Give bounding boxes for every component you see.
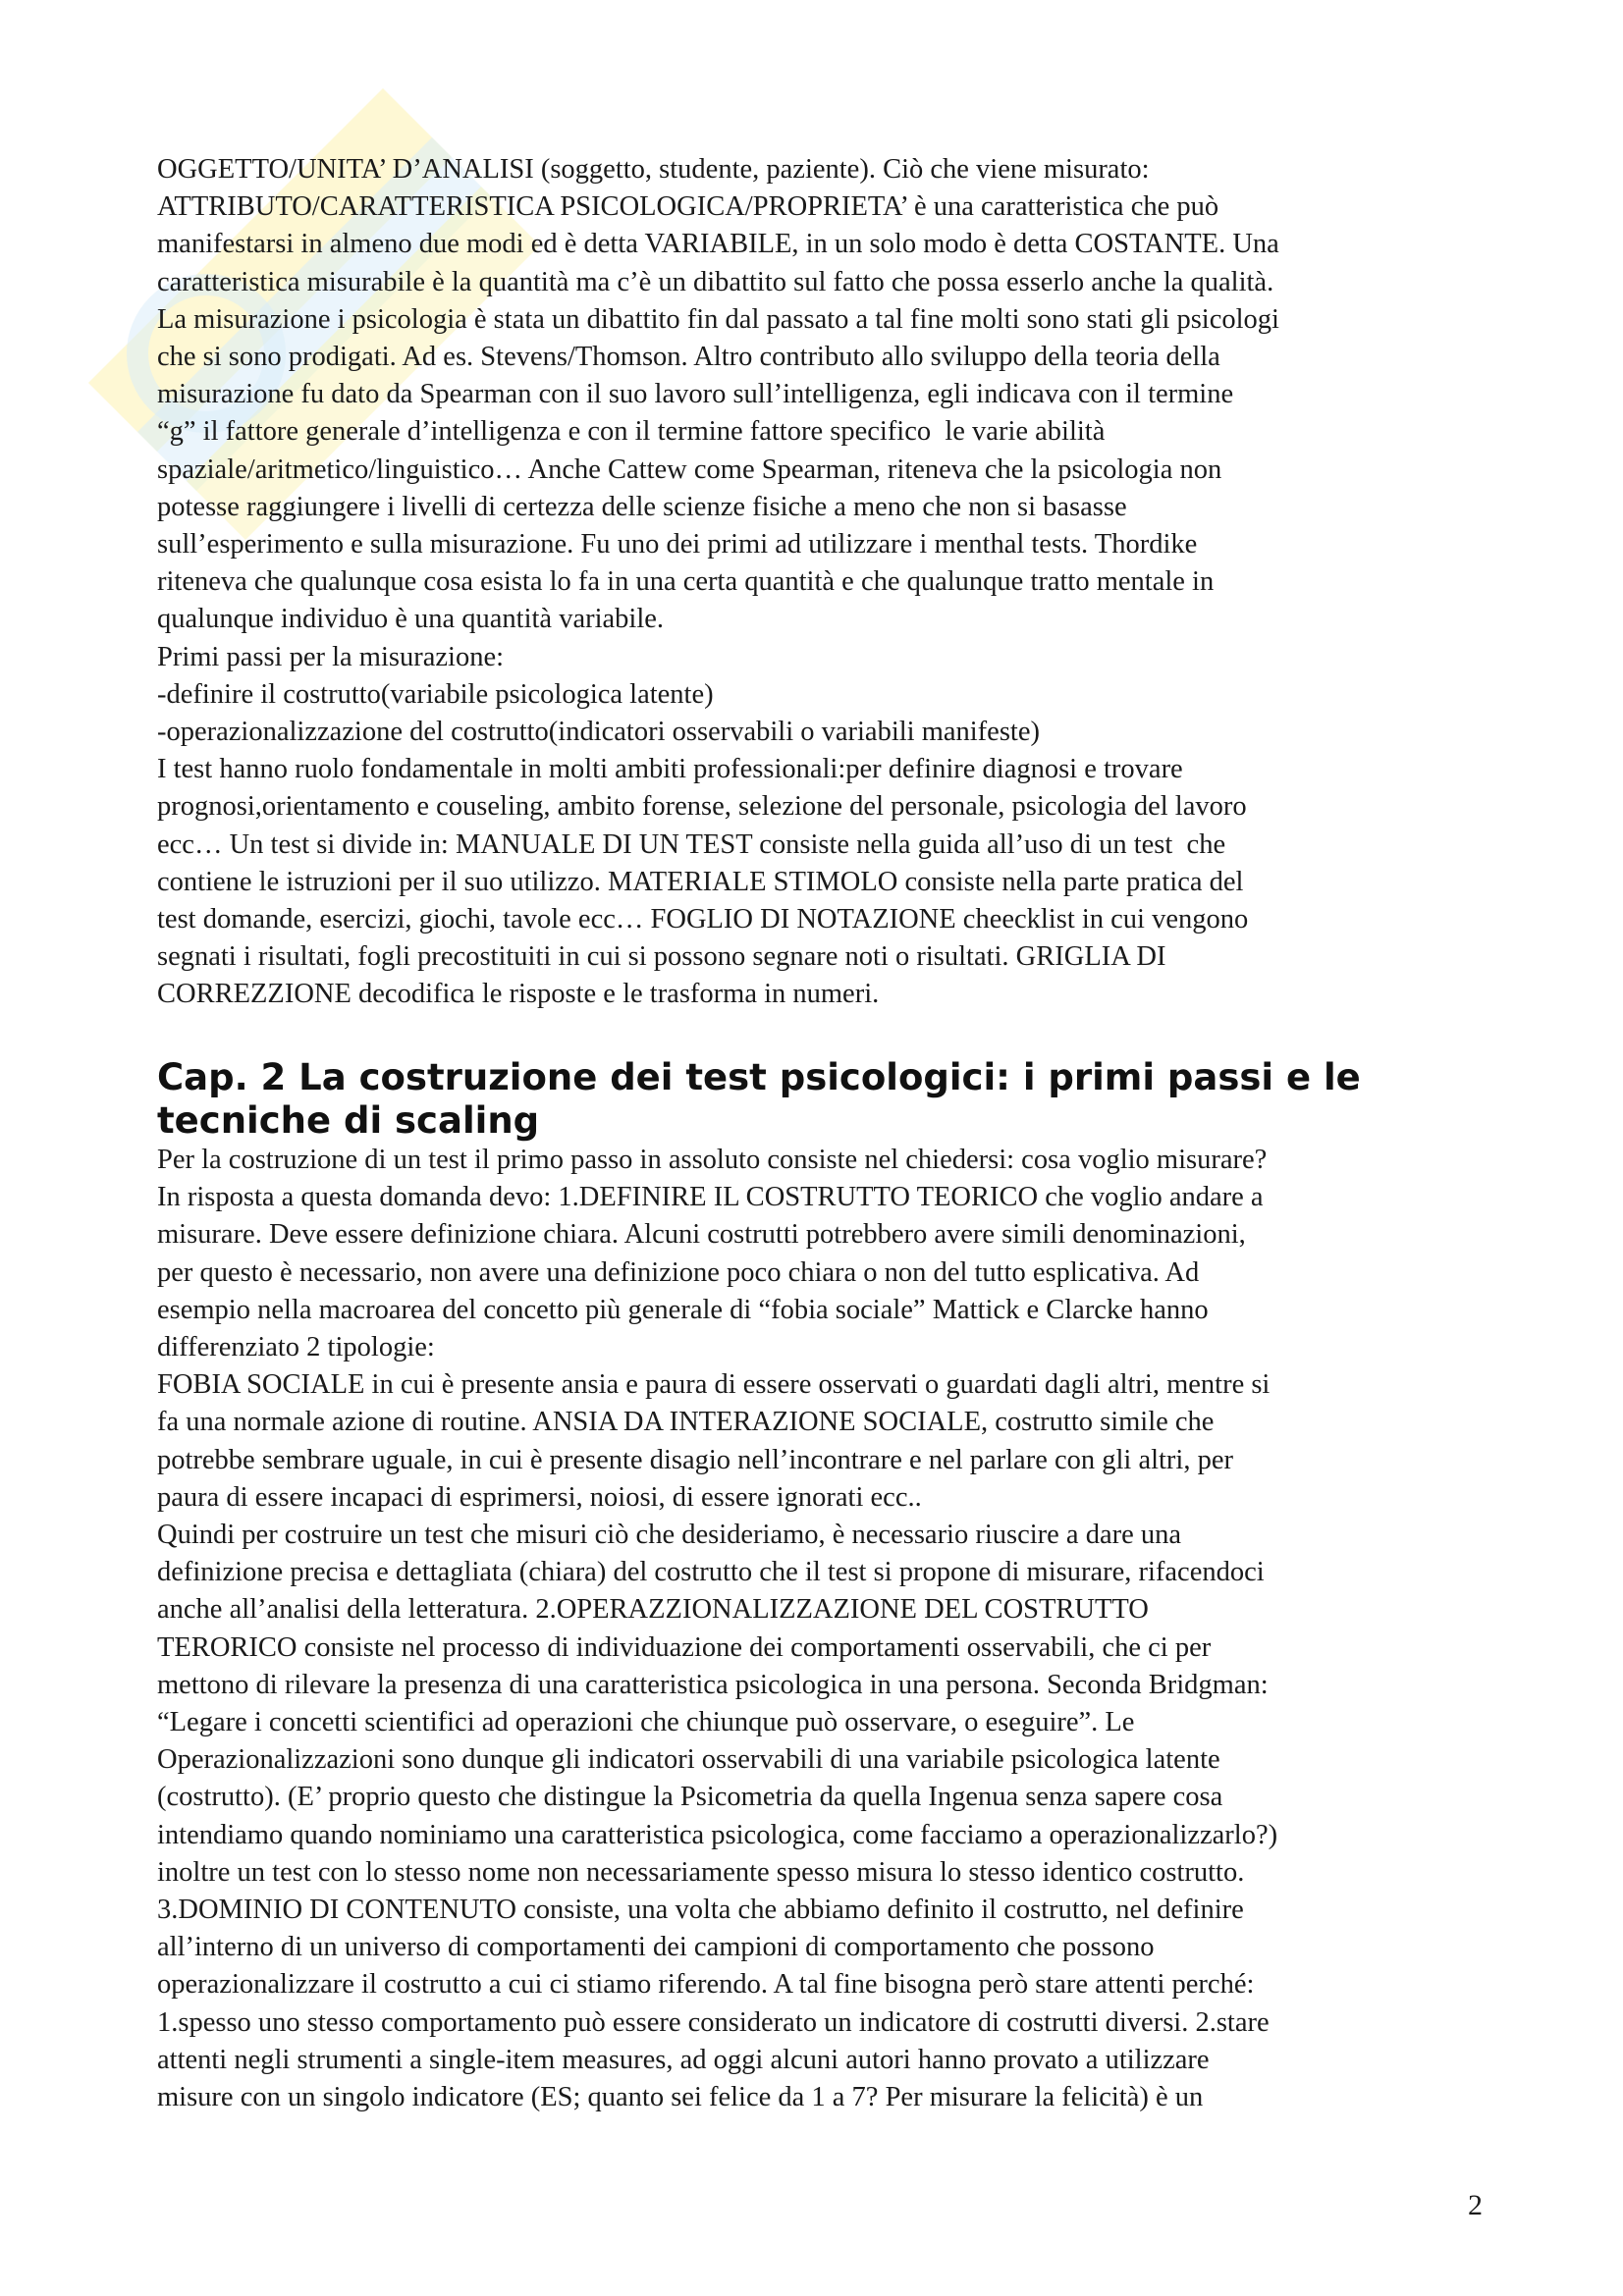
text-line: operazionalizzare il costrutto a cui ci stiamo riferendo. A tal fine bisogna però stare attenti perché: — [157, 1969, 1255, 2001]
text-line: esempio nella macroarea del concetto più generale di “fobia sociale” Mattick e Clarcke hanno — [157, 1294, 1209, 1325]
text-line: potrebbe sembrare uguale, in cui è presente disagio nell’incontrare e nel parlare con gli altri, per — [157, 1444, 1233, 1475]
text-line: contiene le istruzioni per il suo utilizzo. MATERIALE STIMOLO consiste nella parte pratica del — [157, 866, 1244, 897]
text-line: misure con un singolo indicatore (ES; quanto sei felice da 1 a 7? Per misurare la felicità) è un — [157, 2082, 1204, 2112]
text-line: definizione precisa e dettagliata (chiara) del costrutto che il test si propone di misurare, rifacendoci — [157, 1557, 1265, 1588]
text-line: Per la costruzione di un test il primo passo in assoluto consiste nel chiedersi: cosa voglio misurare? — [157, 1145, 1268, 1175]
text-line: La misurazione i psicologia è stata un dibattito fin dal passato a tal fine molti sono stati gli psicologi — [157, 303, 1279, 335]
text-line: Primi passi per la misurazione: — [157, 641, 505, 672]
text-line: caratteristica misurabile è la quantità ma c’è un dibattito sul fatto che possa esserlo anche la qualità. — [157, 266, 1274, 297]
text-line: anche all’analisi della letteratura. 2.OPERAZZIONALIZZAZIONE DEL COSTRUTTO — [157, 1594, 1149, 1626]
text-line: misurazione fu dato da Spearman con il suo lavoro sull’intelligenza, egli indicava con il termine — [157, 379, 1234, 410]
text-line: OGGETTO/UNITA’ D’ANALISI (soggetto, studente, paziente). Ciò che viene misurato: — [157, 154, 1150, 185]
text-line: I test hanno ruolo fondamentale in molti ambiti professionali:per definire diagnosi e trovare — [157, 754, 1183, 785]
text-line: -operazionalizzazione del costrutto(indicatori osservabili o variabili manifeste) — [157, 717, 1040, 747]
text-line: potesse raggiungere i livelli di certezza delle scienze fisiche a meno che non si basasse — [157, 491, 1127, 522]
text-line: fa una normale azione di routine. ANSIA DA INTERAZIONE SOCIALE, costrutto simile che — [157, 1407, 1215, 1438]
text-line: -definire il costrutto(variabile psicologica latente) — [157, 678, 714, 710]
text-line: TERORICO consiste nel processo di individuazione dei comportamenti osservabili, che ci per — [157, 1631, 1212, 1663]
text-line: ecc… Un test si divide in: MANUALE DI UN TEST consiste nella guida all’uso di un test che — [157, 828, 1226, 860]
text-line: differenziato 2 tipologie: — [157, 1332, 435, 1362]
text-line: qualunque individuo è una quantità variabile. — [157, 604, 665, 635]
page-number: 2 — [1468, 2189, 1483, 2221]
text-line: Quindi per costruire un test che misuri ciò che desideriamo, è necessario riuscire a dare una — [157, 1520, 1182, 1550]
text-line: mettono di rilevare la presenza di una caratteristica psicologica in una persona. Seconda Bridgman: — [157, 1669, 1269, 1700]
text-line: 3.DOMINIO DI CONTENUTO consiste, una volta che abbiamo definito il costrutto, nel definire — [157, 1895, 1244, 1925]
text-line: segnati i risultati, fogli precostituiti in cui si possono segnare noti o risultati. GRIGLIA DI — [157, 941, 1166, 973]
text-line: test domande, esercizi, giochi, tavole ecc… FOGLIO DI NOTAZIONE cheecklist in cui vengono — [157, 904, 1249, 934]
text-line: “Legare i concetti scientifici ad operazioni che chiunque può osservare, o eseguire”. Le — [157, 1707, 1135, 1737]
text-line: Operazionalizzazioni sono dunque gli indicatori osservabili di una variabile psicologica latente — [157, 1744, 1220, 1776]
text-line: paura di essere incapaci di esprimersi, noiosi, di essere ignorati ecc.. — [157, 1481, 922, 1513]
text-line: sull’esperimento e sulla misurazione. Fu uno dei primi ad utilizzare i menthal tests. Thordike — [157, 529, 1198, 560]
heading-line: Cap. 2 La costruzione dei test psicologici: i primi passi e le — [157, 1056, 1361, 1098]
text-line: manifestarsi in almeno due modi ed è detta VARIABILE, in un solo modo è detta COSTANTE. Una — [157, 229, 1279, 260]
text-line: In risposta a questa domanda devo: 1.DEFINIRE IL COSTRUTTO TEORICO che voglio andare a — [157, 1182, 1264, 1213]
text-line: spaziale/aritmetico/linguistico… Anche Cattew come Spearman, riteneva che la psicologia non — [157, 454, 1222, 485]
text-line: per questo è necessario, non avere una definizione poco chiara o non del tutto esplicativa. Ad — [157, 1256, 1200, 1288]
text-line: riteneva che qualunque cosa esista lo fa in una certa quantità e che qualunque tratto mentale in — [157, 566, 1215, 598]
text-line: inoltre un test con lo stesso nome non necessariamente spesso misura lo stesso identico costrutto. — [157, 1856, 1245, 1888]
text-line: prognosi,orientamento e couseling, ambito forense, selezione del personale, psicologia del lavoro — [157, 791, 1247, 823]
text-line: all’interno di un universo di comportamenti dei campioni di comportamento che possono — [157, 1932, 1155, 1963]
text-line: (costrutto). (E’ proprio questo che distingue la Psicometria da quella Ingenua senza sapere cosa — [157, 1782, 1223, 1813]
text-line: attenti negli strumenti a single-item measures, ad oggi alcuni autori hanno provato a utilizzare — [157, 2044, 1210, 2075]
text-line: misurare. Deve essere definizione chiara. Alcuni costrutti potrebbero avere simili denominazioni, — [157, 1219, 1246, 1251]
text-line: “g” il fattore generale d’intelligenza e con il termine fattore specifico le varie abilità — [157, 416, 1106, 448]
text-line: CORREZZIONE decodifica le risposte e le trasforma in numeri. — [157, 979, 880, 1010]
text-line: 1.spesso uno stesso comportamento può essere considerato un indicatore di costrutti diversi. 2.stare — [157, 2006, 1270, 2038]
text-line: intendiamo quando nominiamo una caratteristica psicologica, come facciamo a operazionalizzarlo?) — [157, 1819, 1278, 1850]
text-line: ATTRIBUTO/CARATTERISTICA PSICOLOGICA/PROPRIETA’ è una caratteristica che può — [157, 191, 1219, 223]
text-line: FOBIA SOCIALE in cui è presente ansia e paura di essere osservati o guardati dagli altri, mentre si — [157, 1369, 1271, 1401]
heading-line: tecniche di scaling — [157, 1099, 540, 1142]
text-line: che si sono prodigati. Ad es. Stevens/Thomson. Altro contributo allo sviluppo della teoria della — [157, 342, 1220, 372]
